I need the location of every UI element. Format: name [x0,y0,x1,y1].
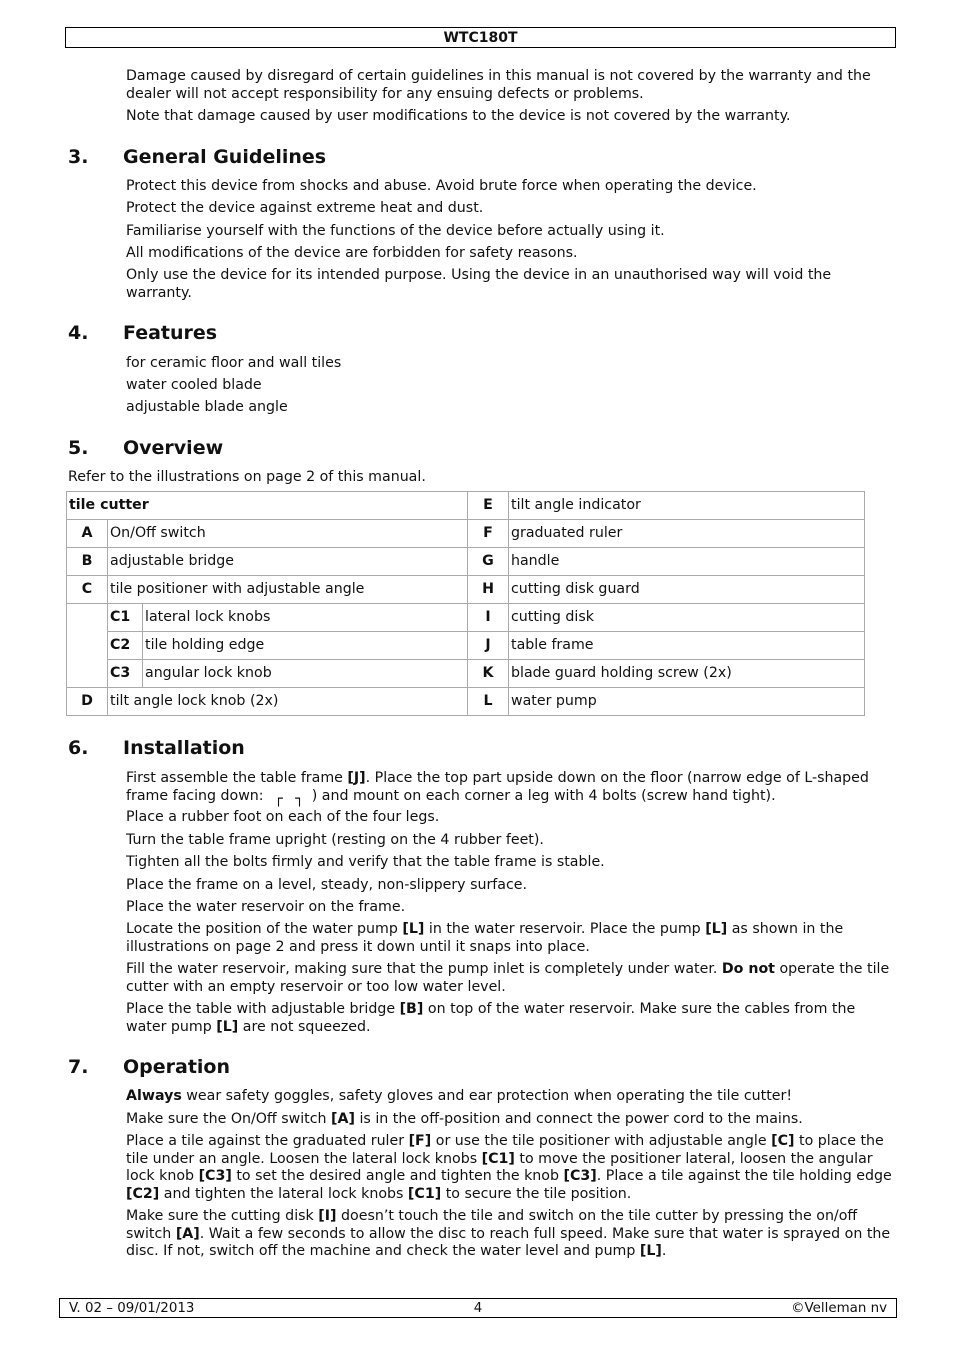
guideline-item: Protect this device from shocks and abuse. Avoid brute force when operating the device. [126,178,757,194]
installation-step: Place a rubber foot on each of the four legs. [126,809,440,825]
feature-item: adjustable blade angle [126,399,288,415]
section-title: Installation [123,737,245,759]
part-ref: [F] [408,1133,432,1149]
frame-symbol-icon: ┌ ┐ [274,790,306,807]
part-label: water pump [509,688,865,716]
installation-step: Tighten all the bolts firmly and verify that the table frame is stable. [126,854,605,870]
text: are not squeezed. [238,1018,371,1035]
text: . Place a tile against the tile holding edge [596,1168,892,1185]
page-footer [59,1298,897,1318]
text: and tighten the lateral lock knobs [159,1185,408,1202]
part-label: handle [509,548,865,576]
text: wear safety goggles, safety gloves and ear protection when operating the tile cutter! [181,1088,793,1104]
section-heading-guidelines [68,146,326,168]
table-row [67,520,865,548]
operation-step [126,1088,896,1106]
installation-step [126,961,896,996]
text: operate the tile cutter with an empty reservoir or too low water level. [126,961,890,995]
installation-step [126,1001,896,1036]
feature-item: water cooled blade [126,377,262,393]
text: Fill the water reservoir, making sure that the pump inlet is completely under water. [126,961,722,977]
text: . [661,1243,667,1260]
part-label: lateral lock knobs [143,604,468,632]
installation-step: Place the water reservoir on the frame. [126,899,406,915]
text: Place a tile against the graduated ruler [126,1133,409,1149]
section-title: Overview [123,437,224,459]
text: First assemble the table frame [126,770,348,786]
text: to move the positioner lateral, loosen the angular lock knob [126,1150,873,1185]
part-label: tile positioner with adjustable angle [108,576,468,604]
part-ref: [C1] [407,1185,442,1202]
overview-table [66,491,865,716]
part-ref: [C3] [198,1168,232,1185]
emphasis: Do not [721,961,775,977]
part-key: B [67,548,108,576]
part-key: C [67,576,108,604]
section-heading-features [68,322,217,344]
operation-step [126,1111,896,1129]
part-label: cutting disk guard [509,576,865,604]
part-label: table frame [509,632,865,660]
page-number: 4 [473,1301,483,1316]
part-ref: [I] [318,1208,337,1224]
part-label: angular lock knob [143,660,468,688]
page-header [65,27,896,48]
part-ref: [C2] [126,1185,160,1202]
text: doesn’t touch the tile and switch on the tile cutter by pressing the on/off switch [126,1208,858,1242]
operation-step [126,1208,896,1261]
emphasis: Always [126,1088,182,1104]
warranty-paragraph-1: Damage caused by disregard of certain guidelines in this manual is not covered by the warranty and the dealer will not accept responsibility for any ensuing defects or problems. [126,68,871,102]
part-key: C2 [108,632,143,660]
part-key: K [468,660,509,688]
guideline-item: Only use the device for its intended purpose. Using the device in an unauthorised way will void the warranty. [126,267,832,301]
part-key: D [67,688,108,716]
section-number: 5. [68,437,89,459]
part-key: F [468,520,509,548]
guideline-item: Protect the device against extreme heat and dust. [126,200,484,216]
table-row [67,492,865,520]
text: or use the tile positioner with adjustable angle [431,1133,772,1149]
text: on top of the water reservoir. Make sure the cables from the water pump [126,1001,856,1035]
part-key: L [468,688,509,716]
part-key: G [468,548,509,576]
part-ref: [L] [402,921,425,937]
text: to place the tile under an angle. Loosen the lateral lock knobs [126,1133,884,1167]
part-ref: [L] [705,921,728,937]
section-heading-installation [68,737,245,759]
installation-step [126,921,896,956]
table-title: tile cutter [67,492,468,520]
part-label: tilt angle lock knob (2x) [108,688,468,716]
text: is in the off-position and connect the power cord to the mains. [354,1111,803,1127]
text: Locate the position of the water pump [126,921,403,937]
text: Make sure the On/Off switch [126,1111,332,1127]
section-number: 3. [68,146,89,168]
part-ref: [C] [771,1133,795,1149]
part-key: C3 [108,660,143,688]
version-date: V. 02 – 09/01/2013 [69,1301,195,1316]
part-ref: [B] [399,1001,424,1017]
table-row [67,576,865,604]
text: to set the desired angle and tighten the knob [231,1168,564,1185]
part-ref: [L] [639,1243,662,1260]
part-label: On/Off switch [108,520,468,548]
copyright: ©Velleman nv [791,1301,887,1316]
table-row [67,632,865,660]
text: . Wait a few seconds to allow the disc to reach full speed. Make sure that water is sprayed on the disc. If not, switch off the machine and check the water level and pump [126,1225,891,1260]
part-key: E [468,492,509,520]
part-key: I [468,604,509,632]
installation-step: Place the frame on a level, steady, non-slippery surface. [126,877,528,893]
part-key: J [468,632,509,660]
text: in the water reservoir. Place the pump [424,921,706,937]
part-label: tilt angle indicator [509,492,865,520]
guideline-item: Familiarise yourself with the functions of the device before actually using it. [126,223,665,239]
section-heading-overview [68,437,223,459]
part-label: cutting disk [509,604,865,632]
feature-item: for ceramic floor and wall tiles [126,355,342,371]
model-name: WTC180T [443,30,518,46]
section-title: General Guidelines [123,146,327,168]
part-key: H [468,576,509,604]
part-ref: [C1] [481,1150,515,1167]
text: . Place the top part upside down on the floor (narrow edge of L-shaped frame facing down: [126,770,869,804]
text: Place the table with adjustable bridge [126,1001,400,1017]
operation-step [126,1133,896,1203]
text: as shown in the illustrations on page 2 and press it down until it snaps into place. [126,921,844,955]
part-label: graduated ruler [509,520,865,548]
part-ref: [J] [347,770,366,786]
text: ) and mount on each corner a leg with 4 bolts (screw hand tight). [311,787,776,804]
part-key: A [67,520,108,548]
part-ref: [L] [216,1018,239,1035]
text: to secure the tile position. [441,1185,632,1202]
part-ref: [A] [175,1225,200,1242]
part-label: tile holding edge [143,632,468,660]
section-title: Features [123,322,218,344]
section-number: 6. [68,737,89,759]
empty-cell [67,604,108,688]
part-label: adjustable bridge [108,548,468,576]
part-ref: [A] [331,1111,355,1127]
table-row [67,604,865,632]
part-key: C1 [108,604,143,632]
overview-intro: Refer to the illustrations on page 2 of this manual. [68,469,426,485]
section-heading-operation [68,1056,230,1078]
guideline-item: All modifications of the device are forbidden for safety reasons. [126,245,578,261]
installation-step: Turn the table frame upright (resting on the 4 rubber feet). [126,832,544,848]
table-row [67,548,865,576]
warranty-paragraph-2: Note that damage caused by user modifications to the device is not covered by the warranty. [126,108,791,124]
section-title: Operation [123,1056,231,1078]
section-number: 4. [68,322,89,344]
table-row [67,688,865,716]
text: Make sure the cutting disk [126,1208,319,1224]
part-label: blade guard holding screw (2x) [509,660,865,688]
part-ref: [C3] [563,1168,597,1185]
section-number: 7. [68,1056,89,1078]
installation-step [126,770,896,805]
table-row [67,660,865,688]
